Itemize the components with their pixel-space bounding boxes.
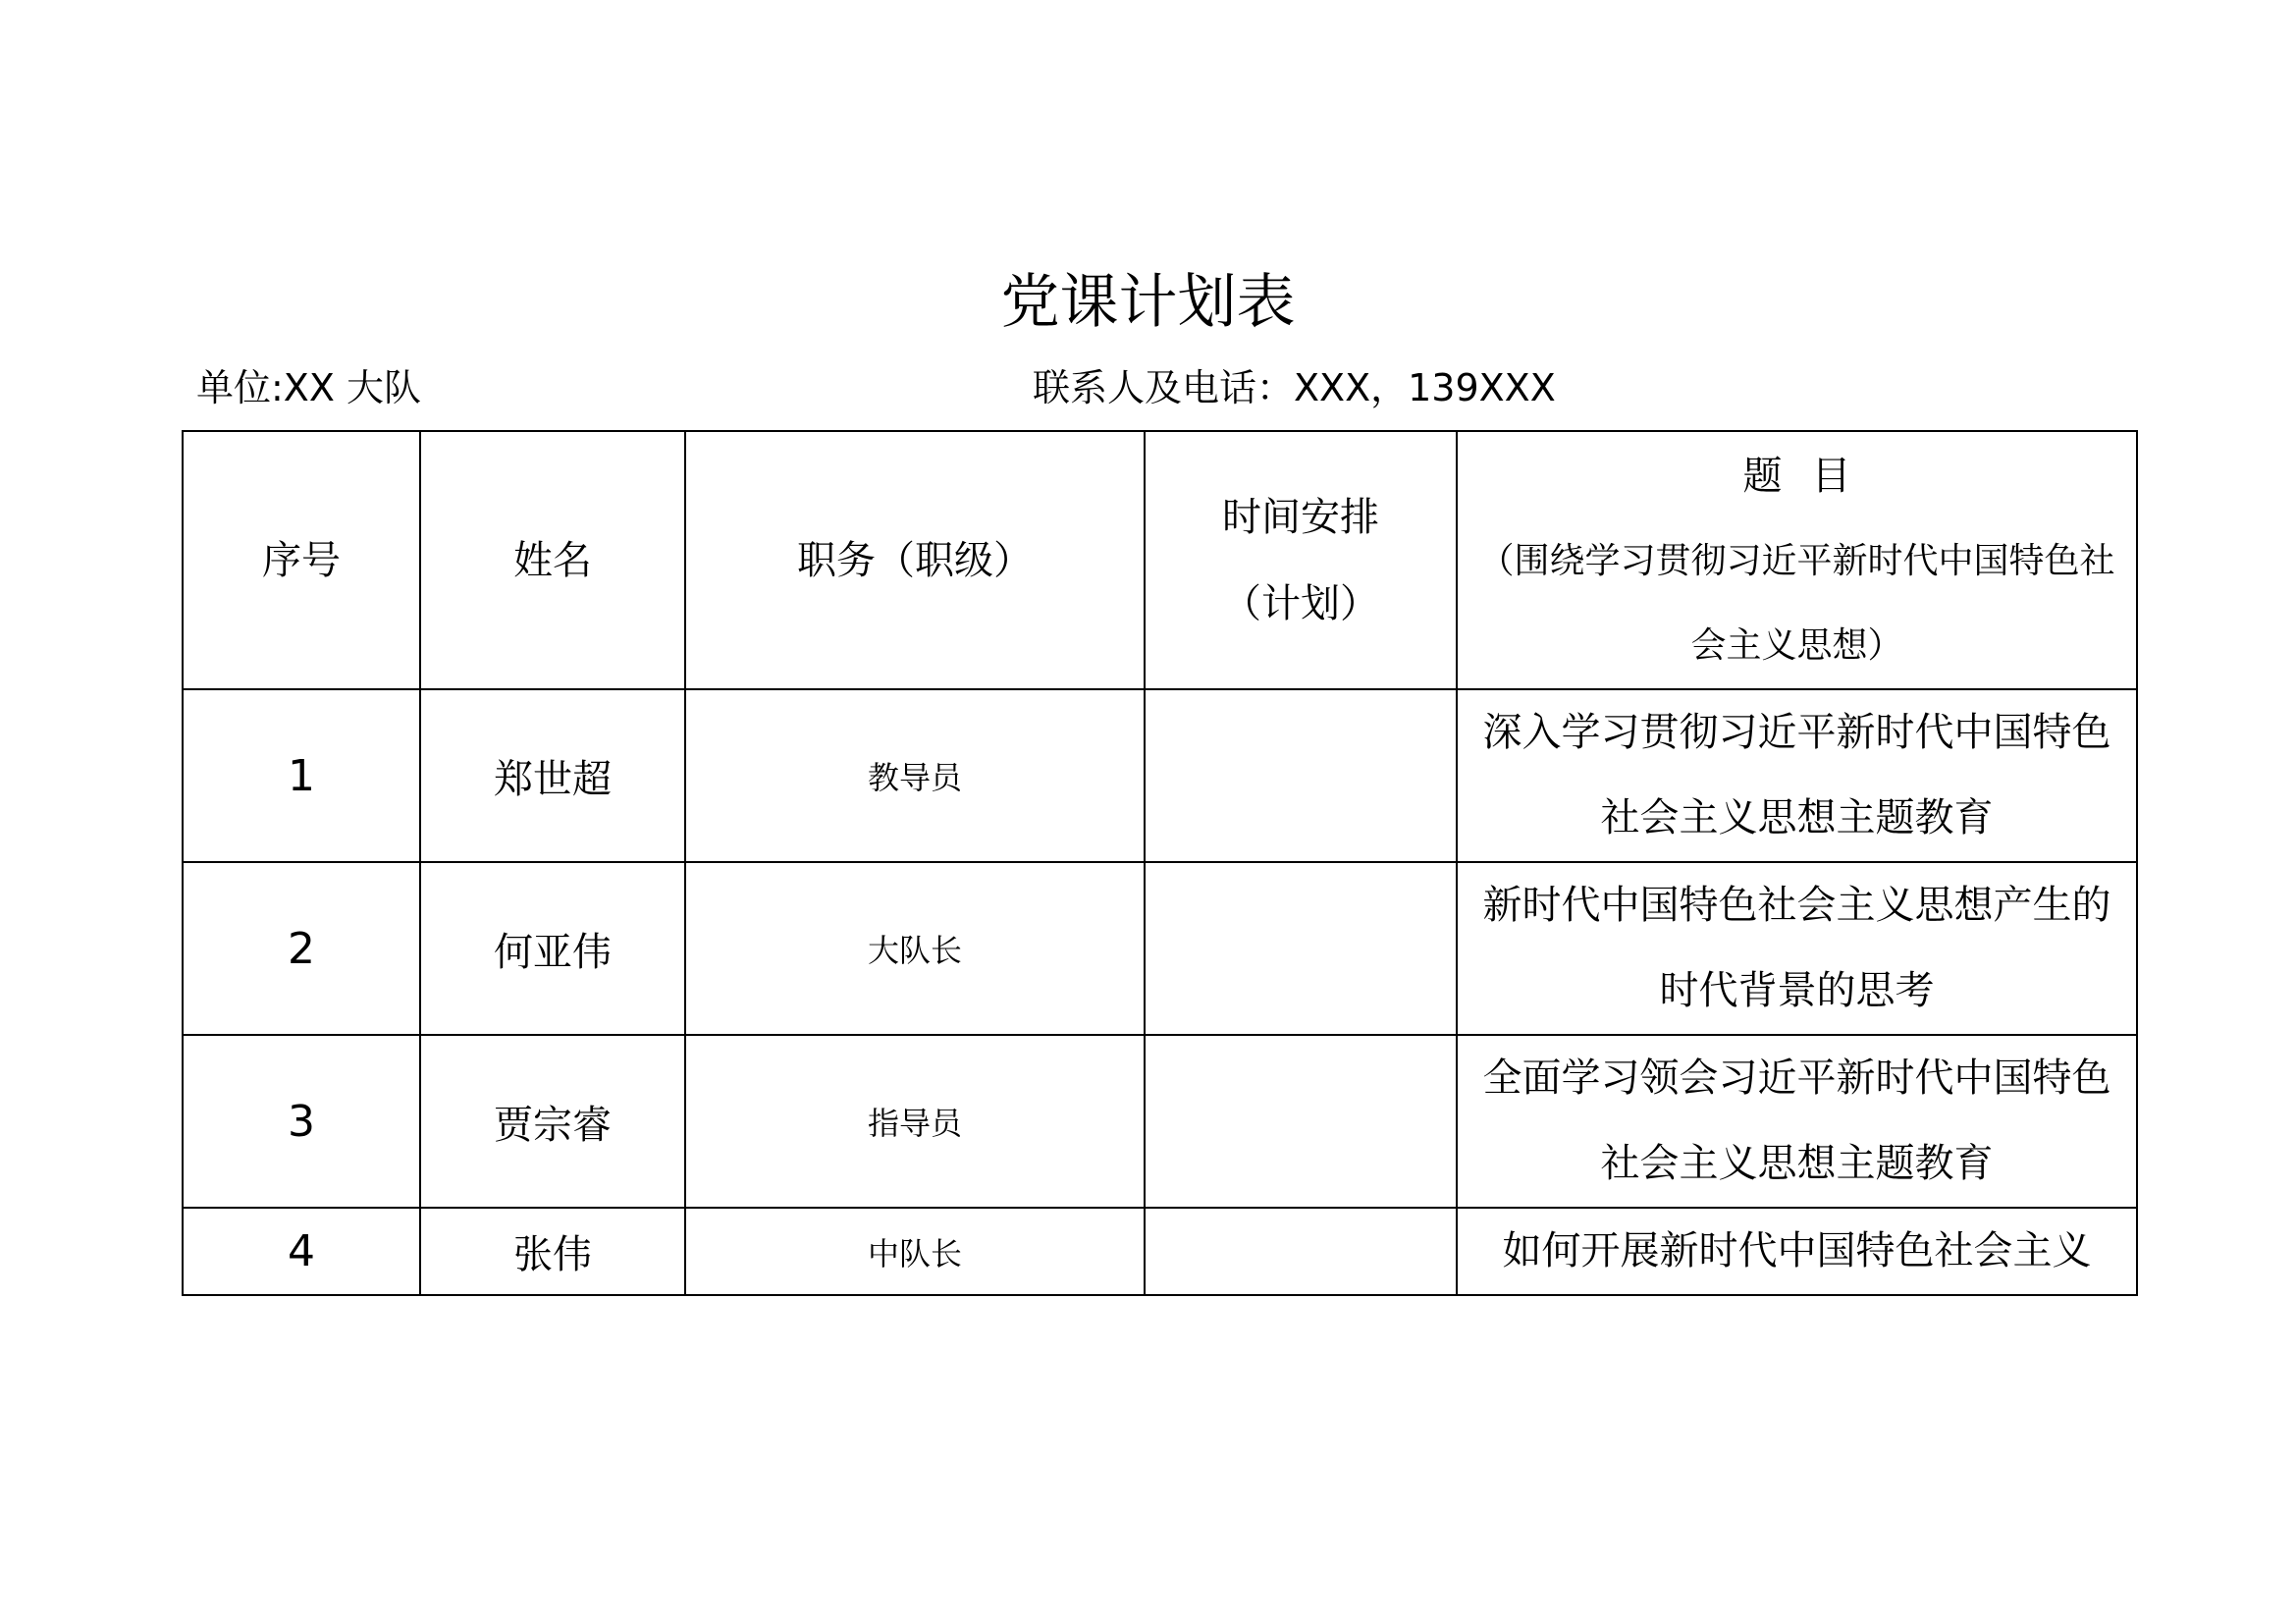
table-header-row xyxy=(183,431,2137,689)
table-row xyxy=(183,862,2137,1035)
row-topic: 新时代中国特色社会主义思想产生的时代背景的思考 xyxy=(1457,862,2137,1035)
row-name: 郑世超 xyxy=(420,689,685,862)
row-index: 1 xyxy=(183,689,420,862)
row-post: 中队长 xyxy=(685,1208,1145,1295)
row-name: 何亚伟 xyxy=(420,862,685,1035)
party-lesson-plan-table xyxy=(182,430,2138,1296)
header-schedule-line1: 时间安排 xyxy=(1222,494,1379,540)
table-row xyxy=(183,1035,2137,1208)
row-post: 大队长 xyxy=(685,862,1145,1035)
row-index: 3 xyxy=(183,1035,420,1208)
unit-label: 单位:XX 大队 xyxy=(196,366,421,409)
row-topic: 如何开展新时代中国特色社会主义 xyxy=(1457,1208,2137,1295)
header-schedule-line2: （计划） xyxy=(1222,580,1379,626)
header-name: 姓名 xyxy=(420,431,685,689)
row-index: 2 xyxy=(183,862,420,1035)
header-topic-note: （围绕学习贯彻习近平新时代中国特色社会主义思想） xyxy=(1478,540,2115,666)
row-schedule xyxy=(1145,1208,1457,1295)
document-title: 党课计划表 xyxy=(1000,268,1296,337)
row-schedule xyxy=(1145,1035,1457,1208)
header-topic xyxy=(1457,431,2137,689)
contact-label: 联系人及电话：XXX，139XXX xyxy=(1033,366,1556,409)
row-schedule xyxy=(1145,689,1457,862)
header-index: 序号 xyxy=(183,431,420,689)
table-row xyxy=(183,689,2137,862)
row-name: 张伟 xyxy=(420,1208,685,1295)
row-post: 指导员 xyxy=(685,1035,1145,1208)
header-schedule xyxy=(1145,431,1457,689)
row-index: 4 xyxy=(183,1208,420,1295)
header-topic-title: 题目 xyxy=(1742,453,1881,499)
row-topic: 深入学习贯彻习近平新时代中国特色社会主义思想主题教育 xyxy=(1457,689,2137,862)
row-schedule xyxy=(1145,862,1457,1035)
header-post: 职务（职级） xyxy=(685,431,1145,689)
row-topic: 全面学习领会习近平新时代中国特色社会主义思想主题教育 xyxy=(1457,1035,2137,1208)
row-post: 教导员 xyxy=(685,689,1145,862)
row-name: 贾宗睿 xyxy=(420,1035,685,1208)
table-row xyxy=(183,1208,2137,1295)
